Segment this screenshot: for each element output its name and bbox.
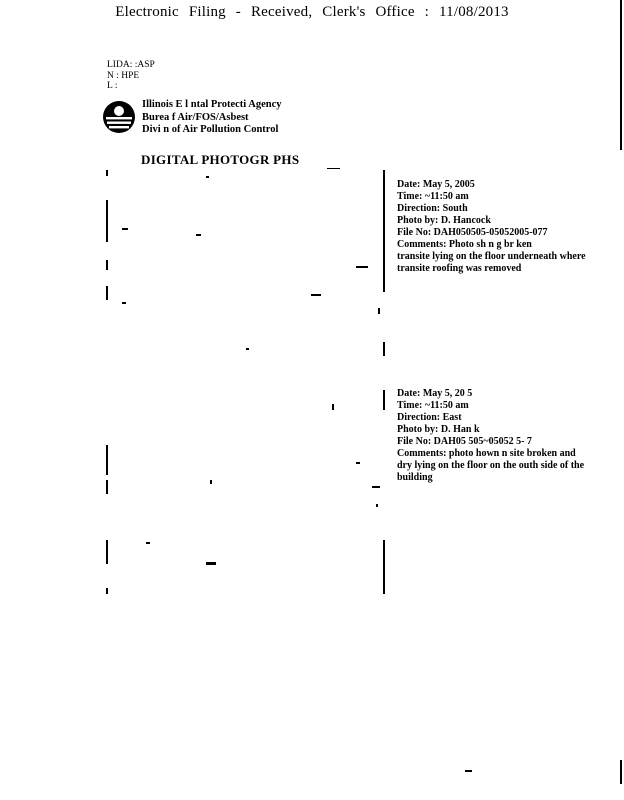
caption-comments-1: Comments: Photo sh n g br ken [397, 239, 532, 250]
photo-border [106, 588, 108, 594]
scan-speck [246, 348, 249, 350]
scan-speck [465, 770, 472, 772]
caption-date: Date: May 5, 20 5 [397, 388, 473, 399]
scan-border-line [620, 760, 622, 784]
scan-speck [327, 168, 340, 169]
scan-speck [356, 462, 360, 464]
photo-border [383, 342, 385, 356]
scan-speck [311, 294, 321, 296]
meta-block [107, 60, 155, 92]
photo-border [106, 445, 108, 475]
photo-border [106, 286, 108, 300]
illinois-epa-logo-icon [102, 100, 136, 134]
caption-file-no: File No: DAH050505-05052005-077 [397, 227, 548, 238]
photo-border [106, 260, 108, 270]
photo-2 [106, 390, 386, 600]
caption-date: Date: May 5, 2005 [397, 179, 475, 190]
caption-direction: Direction: East [397, 412, 462, 423]
caption-direction: Direction: South [397, 203, 468, 214]
caption-comments-3: transite roofing was removed [397, 263, 522, 274]
photo-border [106, 480, 108, 494]
scan-border-line [620, 0, 622, 150]
photo-border [106, 200, 108, 242]
scan-speck [206, 176, 209, 178]
agency-name: Illinois E l ntal Protecti Agency [142, 99, 282, 110]
photo-2-caption [397, 388, 584, 484]
photo-border [106, 170, 108, 176]
caption-comments-1: Comments: photo hown n site broken and [397, 448, 576, 459]
caption-time: Time: ~11:50 am [397, 191, 469, 202]
agency-block [142, 99, 282, 137]
scan-speck [210, 480, 212, 484]
scan-speck [122, 228, 128, 230]
meta-line-2: N : HPE [107, 70, 140, 81]
meta-line-3: L : [107, 81, 118, 91]
meta-line-1: LIDA: :ASP [107, 60, 155, 70]
caption-photographer: Photo by: D. Hancock [397, 215, 491, 226]
photo-1 [106, 170, 386, 360]
agency-division: Divi n of Air Pollution Control [142, 124, 279, 135]
scan-speck [376, 504, 378, 507]
photo-1-caption [397, 179, 586, 275]
scan-speck [332, 404, 334, 410]
agency-bureau: Burea f Air/FOS/Asbest [142, 111, 249, 123]
scan-speck [146, 542, 150, 544]
scan-speck [356, 266, 368, 268]
caption-comments-3: building [397, 472, 433, 483]
filing-stamp: Electronic Filing - Received, Clerk's Office : 11/08/2013 [115, 4, 509, 20]
caption-comments-2: transite lying on the floor underneath where [397, 251, 586, 262]
section-title: DIGITAL PHOTOGR PHS [141, 152, 300, 167]
photo-border [383, 390, 385, 410]
scan-speck [372, 486, 380, 488]
scan-speck [196, 234, 201, 236]
caption-comments-2: dry lying on the floor on the outh side of the [397, 460, 585, 471]
caption-file-no: File No: DAH05 505~05052 5- 7 [397, 436, 532, 447]
photo-border [106, 540, 108, 564]
caption-photographer: Photo by: D. Han k [397, 424, 480, 435]
scan-speck [378, 308, 380, 314]
photo-border [383, 540, 385, 594]
photo-border [383, 170, 385, 292]
scan-speck [206, 562, 216, 565]
caption-time: Time: ~11:50 am [397, 400, 469, 411]
scan-speck [122, 302, 126, 304]
